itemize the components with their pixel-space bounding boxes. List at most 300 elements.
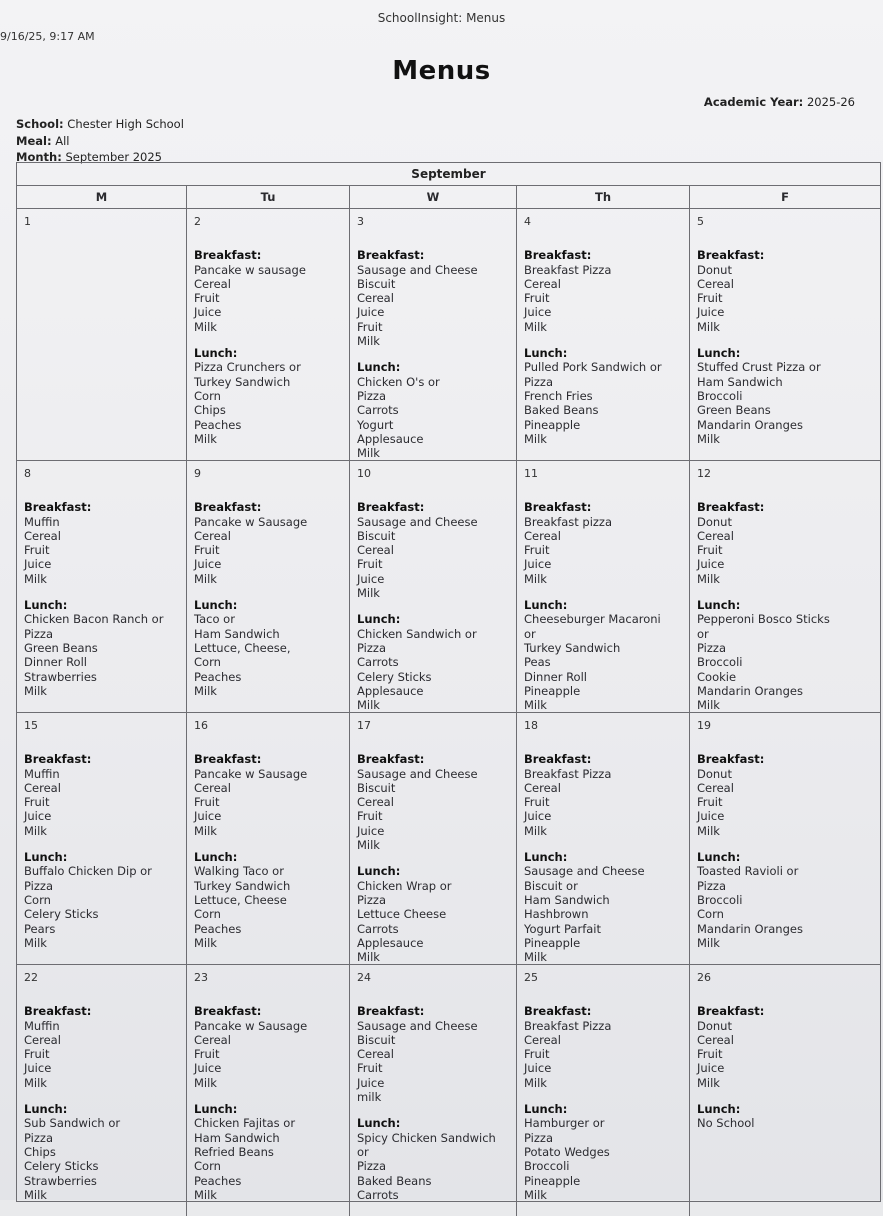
day-number: 10 bbox=[357, 467, 371, 480]
breakfast-item: Breakfast pizza bbox=[524, 514, 613, 529]
breakfast-item: Fruit bbox=[194, 1047, 220, 1062]
lunch-item: Turkey Sandwich bbox=[194, 878, 291, 893]
lunch-item: Chicken Fajitas or bbox=[194, 1116, 296, 1131]
day-number: 5 bbox=[697, 215, 704, 228]
breakfast-item: Milk bbox=[194, 1075, 217, 1090]
lunch-item: Peaches bbox=[194, 921, 242, 936]
calendar-weeks bbox=[17, 209, 880, 1216]
section-spacer bbox=[24, 838, 179, 850]
section-spacer bbox=[524, 1090, 682, 1102]
calendar-day-cell bbox=[690, 965, 880, 1216]
lunch-item: Pizza bbox=[524, 374, 553, 389]
lunch-item: Ham Sandwich bbox=[194, 1130, 280, 1145]
day-number: 8 bbox=[24, 467, 31, 480]
calendar-day-cell bbox=[350, 209, 517, 460]
breakfast-item: Donut bbox=[697, 514, 732, 529]
breakfast-item: Sausage and Cheese bbox=[357, 766, 478, 781]
lunch-item: Milk bbox=[194, 1187, 217, 1202]
breakfast-heading: Breakfast: bbox=[697, 1004, 765, 1019]
lunch-item: Carrots bbox=[357, 1187, 399, 1202]
breakfast-item: Fruit bbox=[357, 319, 383, 334]
breakfast-item: Pancake w Sausage bbox=[194, 514, 308, 529]
breakfast-item: Juice bbox=[357, 305, 385, 320]
calendar-day-cell bbox=[690, 461, 880, 712]
school-value: Chester High School bbox=[67, 117, 184, 131]
breakfast-item: Pancake w sausage bbox=[194, 262, 306, 277]
breakfast-item: Muffin bbox=[24, 766, 60, 781]
weekday-header: F bbox=[781, 190, 789, 204]
calendar-day-cell bbox=[17, 713, 187, 964]
lunch-item: Peas bbox=[524, 655, 551, 670]
breakfast-item: Fruit bbox=[24, 543, 50, 558]
lunch-heading: Lunch: bbox=[357, 612, 401, 627]
lunch-item: Stuffed Crust Pizza or bbox=[697, 360, 821, 375]
lunch-item: Strawberries bbox=[24, 669, 97, 684]
calendar-week-row bbox=[17, 965, 880, 1216]
breakfast-item: Cereal bbox=[697, 1032, 734, 1047]
lunch-item: Broccoli bbox=[697, 655, 743, 670]
lunch-item: Celery Sticks bbox=[24, 907, 99, 922]
lunch-item: Milk bbox=[697, 935, 720, 950]
lunch-item: Green Beans bbox=[697, 403, 771, 418]
breakfast-heading: Breakfast: bbox=[524, 752, 592, 767]
breakfast-item: Cereal bbox=[524, 1032, 561, 1047]
lunch-item: Corn bbox=[194, 1159, 221, 1174]
section-spacer bbox=[697, 1090, 873, 1102]
lunch-item: Corn bbox=[194, 907, 221, 922]
lunch-item: Milk bbox=[357, 950, 380, 964]
lunch-item: Pineapple bbox=[524, 417, 581, 432]
breakfast-item: Breakfast Pizza bbox=[524, 262, 612, 277]
meal-value: All bbox=[55, 134, 70, 148]
breakfast-item: Milk bbox=[697, 319, 720, 334]
lunch-item: French Fries bbox=[524, 388, 593, 403]
calendar-day-cell bbox=[350, 713, 517, 964]
calendar-day-cell bbox=[517, 209, 690, 460]
lunch-item: Milk bbox=[24, 683, 47, 698]
breakfast-item: Milk bbox=[524, 319, 547, 334]
breakfast-item: Milk bbox=[524, 823, 547, 838]
lunch-item: or bbox=[357, 1144, 369, 1159]
lunch-item: Carrots bbox=[357, 655, 399, 670]
lunch-item: Milk bbox=[524, 950, 547, 964]
lunch-item: Chicken Wrap or bbox=[357, 878, 452, 893]
calendar-day-cell bbox=[350, 461, 517, 712]
breakfast-item: Cereal bbox=[697, 780, 734, 795]
breakfast-item: Milk bbox=[24, 1075, 47, 1090]
lunch-heading: Lunch: bbox=[524, 850, 568, 865]
breakfast-item: Cereal bbox=[194, 276, 231, 291]
breakfast-item: Donut bbox=[697, 262, 732, 277]
day-number: 18 bbox=[524, 719, 538, 732]
lunch-item: Pizza bbox=[524, 1130, 553, 1145]
lunch-heading: Lunch: bbox=[524, 1102, 568, 1117]
day-number: 16 bbox=[194, 719, 208, 732]
breakfast-item: Sausage and Cheese bbox=[357, 262, 478, 277]
section-spacer bbox=[697, 334, 873, 346]
breakfast-item: Juice bbox=[194, 557, 222, 572]
lunch-item: Milk bbox=[524, 1187, 547, 1202]
breakfast-item: Donut bbox=[697, 1018, 732, 1033]
breakfast-item: Juice bbox=[357, 823, 385, 838]
lunch-item: Pizza bbox=[697, 640, 726, 655]
breakfast-item: Fruit bbox=[697, 795, 723, 810]
lunch-item: Turkey Sandwich bbox=[524, 640, 621, 655]
section-spacer bbox=[194, 334, 342, 346]
breakfast-item: Sausage and Cheese bbox=[357, 1018, 478, 1033]
breakfast-heading: Breakfast: bbox=[24, 1004, 92, 1019]
breakfast-item: Cereal bbox=[24, 528, 61, 543]
breakfast-item: Biscuit bbox=[357, 1032, 396, 1047]
breakfast-heading: Breakfast: bbox=[24, 752, 92, 767]
breakfast-item: Fruit bbox=[24, 1047, 50, 1062]
section-spacer bbox=[24, 1090, 179, 1102]
lunch-item: Celery Sticks bbox=[24, 1159, 99, 1174]
breakfast-item: Cereal bbox=[194, 780, 231, 795]
breakfast-item: Fruit bbox=[697, 543, 723, 558]
breakfast-item: Biscuit bbox=[357, 528, 396, 543]
breakfast-item: Cereal bbox=[194, 1032, 231, 1047]
lunch-item: Milk bbox=[194, 935, 217, 950]
lunch-item: Applesauce bbox=[357, 935, 424, 950]
lunch-item: Hashbrown bbox=[524, 907, 589, 922]
breakfast-item: Juice bbox=[697, 305, 725, 320]
breakfast-item: Juice bbox=[24, 1061, 52, 1076]
calendar-day-cell bbox=[17, 209, 187, 460]
lunch-item: Pizza bbox=[357, 640, 386, 655]
lunch-heading: Lunch: bbox=[697, 1102, 741, 1117]
lunch-heading: Lunch: bbox=[24, 598, 68, 613]
breakfast-item: Juice bbox=[524, 809, 552, 824]
breakfast-item: Cereal bbox=[24, 780, 61, 795]
breakfast-item: Fruit bbox=[524, 1047, 550, 1062]
section-spacer bbox=[194, 838, 342, 850]
calendar-day-cell bbox=[187, 461, 350, 712]
breakfast-item: Milk bbox=[524, 571, 547, 586]
breakfast-item: Juice bbox=[524, 1061, 552, 1076]
breakfast-item: Fruit bbox=[194, 543, 220, 558]
lunch-item: Baked Beans bbox=[357, 1173, 432, 1188]
breakfast-item: Fruit bbox=[357, 1061, 383, 1076]
breakfast-item: Milk bbox=[194, 319, 217, 334]
calendar-day-cell bbox=[187, 965, 350, 1216]
breakfast-heading: Breakfast: bbox=[697, 500, 765, 515]
lunch-item: Pineapple bbox=[524, 935, 581, 950]
day-number: 26 bbox=[697, 971, 711, 984]
lunch-item: Spicy Chicken Sandwich bbox=[357, 1130, 496, 1145]
calendar-day-cell bbox=[517, 713, 690, 964]
app-title: SchoolInsight: Menus bbox=[377, 11, 506, 25]
breakfast-heading: Breakfast: bbox=[194, 1004, 262, 1019]
breakfast-item: Cereal bbox=[524, 528, 561, 543]
lunch-item: Milk bbox=[524, 698, 547, 712]
lunch-item: Pineapple bbox=[524, 1173, 581, 1188]
breakfast-item: Milk bbox=[697, 1075, 720, 1090]
lunch-item: Carrots bbox=[357, 403, 399, 418]
day-number: 25 bbox=[524, 971, 538, 984]
lunch-item: Chips bbox=[24, 1144, 56, 1159]
breakfast-item: Fruit bbox=[524, 543, 550, 558]
breakfast-item: Biscuit bbox=[357, 780, 396, 795]
breakfast-item: Biscuit bbox=[357, 276, 396, 291]
lunch-item: Corn bbox=[194, 388, 221, 403]
calendar-week-row bbox=[17, 209, 880, 461]
breakfast-item: Milk bbox=[357, 586, 380, 601]
lunch-item: or bbox=[697, 626, 709, 641]
lunch-heading: Lunch: bbox=[357, 864, 401, 879]
lunch-heading: Lunch: bbox=[24, 1102, 68, 1117]
lunch-item: Lettuce, Cheese, bbox=[194, 640, 291, 655]
breakfast-heading: Breakfast: bbox=[194, 500, 262, 515]
academic-year-label: Academic Year: bbox=[703, 95, 804, 109]
breakfast-item: Juice bbox=[194, 305, 222, 320]
breakfast-item: Fruit bbox=[357, 809, 383, 824]
lunch-heading: Lunch: bbox=[194, 598, 238, 613]
lunch-item: Carrots bbox=[357, 921, 399, 936]
breakfast-item: Cereal bbox=[194, 528, 231, 543]
breakfast-heading: Breakfast: bbox=[357, 752, 425, 767]
day-number: 23 bbox=[194, 971, 208, 984]
breakfast-heading: Breakfast: bbox=[697, 752, 765, 767]
breakfast-item: Cereal bbox=[24, 1032, 61, 1047]
lunch-item: Milk bbox=[697, 698, 720, 712]
lunch-item: Chicken Sandwich or bbox=[357, 626, 477, 641]
lunch-item: Chips bbox=[194, 403, 226, 418]
breakfast-item: milk bbox=[357, 1090, 382, 1105]
lunch-item: Sausage and Cheese bbox=[524, 864, 645, 879]
lunch-item: Peaches bbox=[194, 1173, 242, 1188]
lunch-item: Lettuce Cheese bbox=[357, 907, 447, 922]
breakfast-item: Donut bbox=[697, 766, 732, 781]
lunch-item: Pizza bbox=[24, 1130, 53, 1145]
section-spacer bbox=[194, 586, 342, 598]
breakfast-heading: Breakfast: bbox=[357, 248, 425, 263]
breakfast-item: Milk bbox=[24, 571, 47, 586]
lunch-item: Biscuit or bbox=[524, 878, 578, 893]
breakfast-item: Milk bbox=[697, 823, 720, 838]
lunch-item: Buffalo Chicken Dip or bbox=[24, 864, 152, 879]
breakfast-item: Juice bbox=[524, 557, 552, 572]
breakfast-item: Breakfast Pizza bbox=[524, 766, 612, 781]
breakfast-item: Milk bbox=[194, 823, 217, 838]
lunch-item: Refried Beans bbox=[194, 1144, 274, 1159]
lunch-item: Yogurt Parfait bbox=[524, 921, 602, 936]
section-spacer bbox=[357, 600, 509, 612]
lunch-item: Potato Wedges bbox=[524, 1144, 610, 1159]
calendar-day-cell bbox=[350, 965, 517, 1216]
day-number: 12 bbox=[697, 467, 711, 480]
breakfast-heading: Breakfast: bbox=[524, 500, 592, 515]
breakfast-item: Fruit bbox=[194, 291, 220, 306]
breakfast-heading: Breakfast: bbox=[524, 1004, 592, 1019]
lunch-heading: Lunch: bbox=[194, 1102, 238, 1117]
menu-calendar bbox=[16, 162, 881, 1202]
breakfast-item: Juice bbox=[194, 809, 222, 824]
breakfast-item: Juice bbox=[357, 1075, 385, 1090]
breakfast-heading: Breakfast: bbox=[357, 1004, 425, 1019]
breakfast-item: Milk bbox=[524, 1075, 547, 1090]
lunch-item: Corn bbox=[697, 907, 724, 922]
section-spacer bbox=[194, 1090, 342, 1102]
lunch-heading: Lunch: bbox=[194, 850, 238, 865]
lunch-item: Taco or bbox=[194, 612, 235, 627]
lunch-item: Milk bbox=[357, 698, 380, 712]
breakfast-item: Fruit bbox=[524, 795, 550, 810]
month-value: September 2025 bbox=[65, 150, 162, 164]
lunch-item: Walking Taco or bbox=[194, 864, 284, 879]
day-number: 24 bbox=[357, 971, 371, 984]
lunch-item: No School bbox=[697, 1116, 755, 1131]
section-spacer bbox=[697, 838, 873, 850]
lunch-item: Celery Sticks bbox=[357, 669, 432, 684]
breakfast-item: Juice bbox=[697, 1061, 725, 1076]
lunch-item: Pears bbox=[24, 921, 56, 936]
lunch-item: Dinner Roll bbox=[24, 655, 87, 670]
breakfast-item: Cereal bbox=[524, 276, 561, 291]
lunch-item: Peaches bbox=[194, 417, 242, 432]
lunch-heading: Lunch: bbox=[357, 360, 401, 375]
lunch-heading: Lunch: bbox=[357, 1116, 401, 1131]
lunch-item: Milk bbox=[194, 683, 217, 698]
day-number: 22 bbox=[24, 971, 38, 984]
lunch-item: Broccoli bbox=[697, 892, 743, 907]
weekday-header: M bbox=[17, 186, 187, 208]
calendar-day-cell bbox=[690, 713, 880, 964]
breakfast-item: Milk bbox=[194, 571, 217, 586]
lunch-item: Chicken Bacon Ranch or bbox=[24, 612, 164, 627]
lunch-heading: Lunch: bbox=[524, 346, 568, 361]
lunch-item: Corn bbox=[24, 892, 51, 907]
lunch-item: Baked Beans bbox=[524, 403, 599, 418]
section-spacer bbox=[524, 838, 682, 850]
lunch-item: Pizza bbox=[357, 388, 386, 403]
lunch-item: Sub Sandwich or bbox=[24, 1116, 121, 1131]
breakfast-item: Muffin bbox=[24, 514, 60, 529]
breakfast-item: Juice bbox=[194, 1061, 222, 1076]
breakfast-item: Milk bbox=[357, 334, 380, 349]
lunch-item: Chicken O's or bbox=[357, 374, 440, 389]
lunch-item: Turkey Sandwich bbox=[194, 374, 291, 389]
lunch-item: Mandarin Oranges bbox=[697, 417, 803, 432]
calendar-day-cell bbox=[187, 713, 350, 964]
breakfast-item: Juice bbox=[24, 809, 52, 824]
breakfast-item: Cereal bbox=[524, 780, 561, 795]
day-number: 4 bbox=[524, 215, 531, 228]
lunch-item: Broccoli bbox=[524, 1159, 570, 1174]
day-number: 3 bbox=[357, 215, 364, 228]
section-spacer bbox=[524, 334, 682, 346]
breakfast-item: Fruit bbox=[24, 795, 50, 810]
breakfast-item: Fruit bbox=[697, 291, 723, 306]
breakfast-item: Breakfast Pizza bbox=[524, 1018, 612, 1033]
day-number: 19 bbox=[697, 719, 711, 732]
lunch-item: Pizza bbox=[357, 892, 386, 907]
lunch-item: Milk bbox=[194, 431, 217, 446]
breakfast-item: Sausage and Cheese bbox=[357, 514, 478, 529]
calendar-day-cell bbox=[17, 461, 187, 712]
lunch-item: Pizza bbox=[697, 878, 726, 893]
section-spacer bbox=[357, 348, 509, 360]
breakfast-item: Fruit bbox=[524, 291, 550, 306]
calendar-day-cell bbox=[690, 209, 880, 460]
section-spacer bbox=[524, 586, 682, 598]
breakfast-item: Fruit bbox=[357, 557, 383, 572]
calendar-day-cell bbox=[517, 965, 690, 1216]
day-number: 11 bbox=[524, 467, 538, 480]
calendar-day-cell bbox=[187, 209, 350, 460]
breakfast-item: Juice bbox=[357, 571, 385, 586]
lunch-item: Pizza Crunchers or bbox=[194, 360, 301, 375]
lunch-item: Strawberries bbox=[24, 1173, 97, 1188]
lunch-heading: Lunch: bbox=[194, 346, 238, 361]
lunch-item: Milk bbox=[524, 431, 547, 446]
breakfast-heading: Breakfast: bbox=[524, 248, 592, 263]
breakfast-item: Cereal bbox=[357, 291, 394, 306]
breakfast-item: Fruit bbox=[194, 795, 220, 810]
lunch-item: Toasted Ravioli or bbox=[697, 864, 799, 879]
section-spacer bbox=[357, 1104, 509, 1116]
lunch-item: Corn bbox=[194, 655, 221, 670]
breakfast-item: Cereal bbox=[697, 528, 734, 543]
meal-line bbox=[16, 134, 69, 148]
day-number: 1 bbox=[24, 215, 31, 228]
lunch-item: Mandarin Oranges bbox=[697, 683, 803, 698]
day-number: 15 bbox=[24, 719, 38, 732]
breakfast-item: Milk bbox=[24, 823, 47, 838]
month-label: Month: bbox=[16, 150, 62, 164]
breakfast-item: Cereal bbox=[697, 276, 734, 291]
page-title: Menus bbox=[392, 56, 491, 86]
weekday-header: W bbox=[350, 186, 517, 208]
lunch-item: Cheeseburger Macaroni bbox=[524, 612, 661, 627]
school-line bbox=[16, 117, 184, 131]
lunch-heading: Lunch: bbox=[697, 850, 741, 865]
lunch-item: Pizza bbox=[24, 626, 53, 641]
lunch-item: Milk bbox=[24, 935, 47, 950]
breakfast-item: Juice bbox=[524, 305, 552, 320]
calendar-day-cell bbox=[17, 965, 187, 1216]
school-label: School: bbox=[16, 117, 64, 131]
breakfast-heading: Breakfast: bbox=[24, 500, 92, 515]
breakfast-item: Milk bbox=[697, 571, 720, 586]
calendar-week-row bbox=[17, 461, 880, 713]
breakfast-item: Cereal bbox=[357, 795, 394, 810]
lunch-item: Pizza bbox=[24, 878, 53, 893]
weekday-header-row bbox=[17, 186, 880, 209]
breakfast-item: Muffin bbox=[24, 1018, 60, 1033]
lunch-item: Pineapple bbox=[524, 683, 581, 698]
lunch-heading: Lunch: bbox=[697, 598, 741, 613]
lunch-item: Milk bbox=[357, 446, 380, 460]
breakfast-item: Cereal bbox=[357, 1047, 394, 1062]
breakfast-heading: Breakfast: bbox=[697, 248, 765, 263]
academic-year-value: 2025-26 bbox=[806, 95, 855, 109]
breakfast-heading: Breakfast: bbox=[194, 752, 262, 767]
lunch-item: Milk bbox=[697, 431, 720, 446]
day-number: 17 bbox=[357, 719, 371, 732]
lunch-item: Pizza bbox=[357, 1159, 386, 1174]
breakfast-heading: Breakfast: bbox=[357, 500, 425, 515]
lunch-item: Ham Sandwich bbox=[524, 892, 610, 907]
weekday-header: Th bbox=[517, 186, 690, 208]
academic-year bbox=[704, 95, 855, 109]
lunch-item: Lettuce, Cheese bbox=[194, 892, 287, 907]
breakfast-heading: Breakfast: bbox=[194, 248, 262, 263]
lunch-item: Pulled Pork Sandwich or bbox=[524, 360, 662, 375]
calendar-week-row bbox=[17, 713, 880, 965]
section-spacer bbox=[697, 586, 873, 598]
breakfast-item: Juice bbox=[24, 557, 52, 572]
